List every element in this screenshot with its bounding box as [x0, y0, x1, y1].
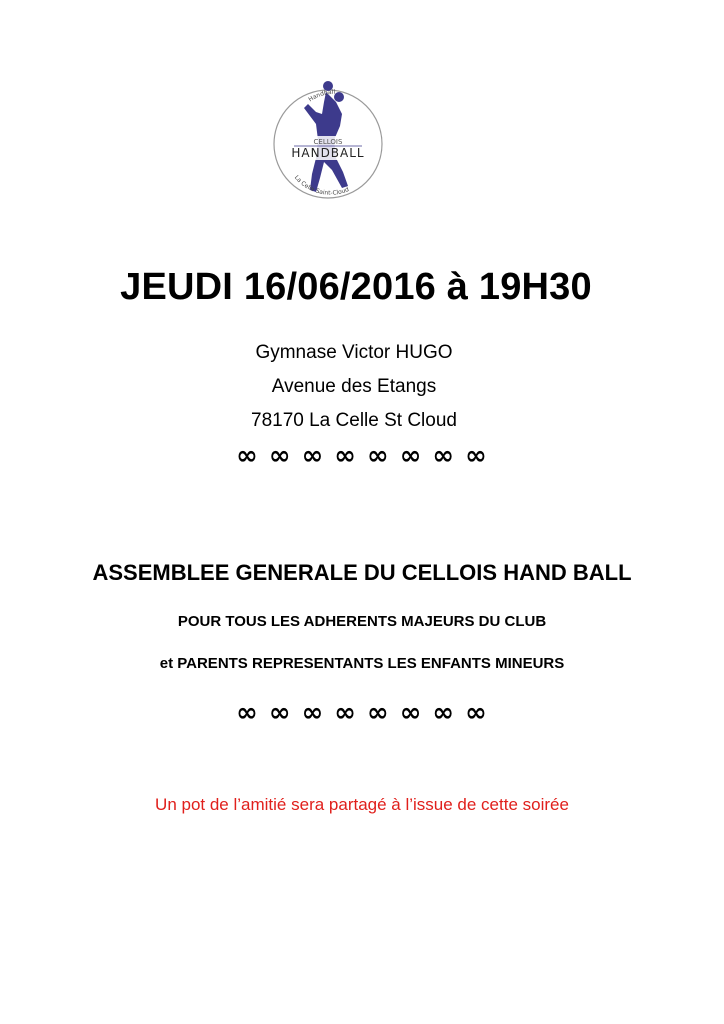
audience-line-adults: POUR TOUS LES ADHERENTS MAJEURS DU CLUB [177, 613, 547, 630]
club-logo [266, 74, 390, 208]
infinity-separator-top: ∞ ∞ ∞ ∞ ∞ ∞ ∞ ∞ [236, 441, 488, 471]
meeting-title: ASSEMBLEE GENERALE DU CELLOIS HAND BALL [92, 560, 632, 585]
logo-bottom-text: La Celle Saint-Cloud [292, 174, 351, 197]
audience-line-parents: et PARENTS REPRESENTANTS LES ENFANTS MINEURS [159, 655, 565, 672]
address-city: 78170 La Celle St Cloud [251, 410, 457, 431]
logo-small-text: CELLOIS [313, 138, 343, 146]
logo-top-text: Handball [307, 88, 336, 104]
friendship-drink-note: Un pot de l’amitié sera partagé à l’issue de cette soirée [155, 795, 569, 814]
logo-main-text: HANDBALL [291, 146, 365, 160]
infinity-separator-bottom: ∞ ∞ ∞ ∞ ∞ ∞ ∞ ∞ [236, 698, 488, 728]
address-venue: Gymnase Victor HUGO [255, 342, 453, 363]
event-date-title: JEUDI 16/06/2016 à 19H30 [120, 266, 592, 308]
address-street: Avenue des Etangs [271, 376, 437, 397]
